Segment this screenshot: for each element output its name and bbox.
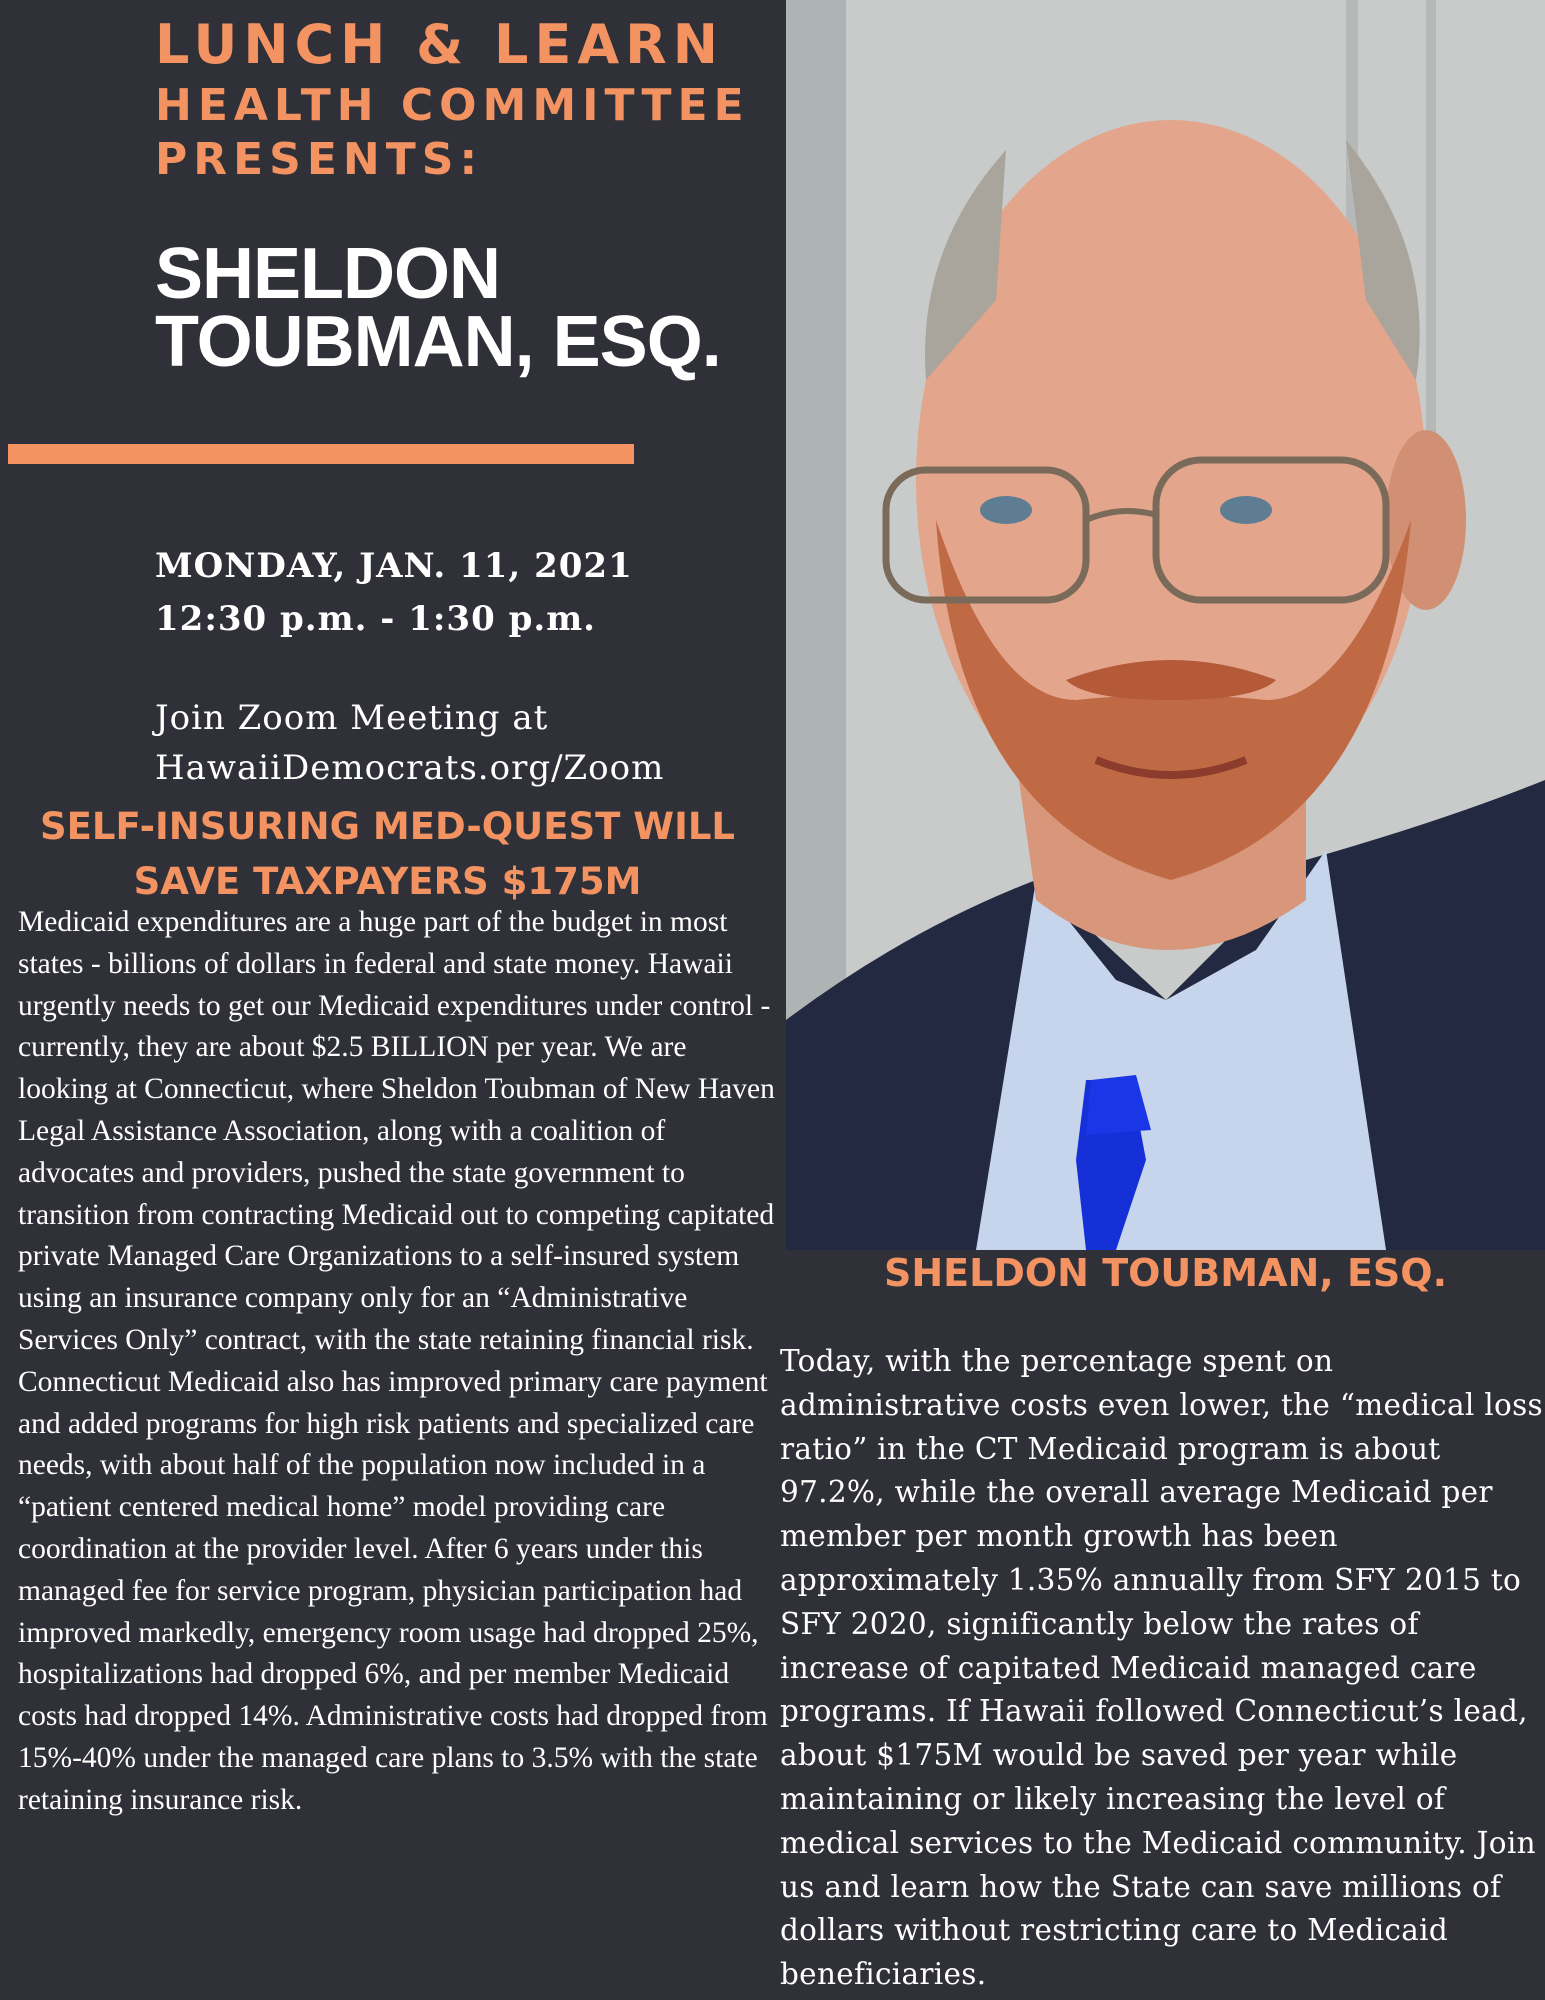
event-date: MONDAY, JAN. 11, 2021 bbox=[155, 546, 633, 586]
speaker-name-first: SHELDON bbox=[155, 234, 501, 314]
speaker-name-last: TOUBMAN, ESQ. bbox=[155, 302, 721, 382]
zoom-link[interactable]: HawaiiDemocrats.org/Zoom bbox=[155, 748, 665, 788]
header-presents: PRESENTS: bbox=[155, 134, 484, 185]
zoom-invite-text: Join Zoom Meeting at bbox=[155, 698, 549, 738]
header-title: LUNCH & LEARN bbox=[155, 13, 724, 76]
speaker-portrait-illustration bbox=[786, 0, 1545, 1250]
headline-line2: SAVE TAXPAYERS $175M bbox=[133, 860, 642, 903]
photo-caption: SHELDON TOUBMAN, ESQ. bbox=[883, 1251, 1448, 1295]
speaker-photo bbox=[786, 0, 1545, 1250]
body-text-right: Today, with the percentage spent on administrative costs even lower, the “medical loss ratio” in the CT Medicaid program is about 97.2%, while the overall average Medicaid per member per month growth has been approximately 1.35% annually from SFY 2015 to SFY 2020, significantly below the rates of increase of capitated Medicaid managed care programs. If Hawaii followed Connecticut’s lead, about $175M would be saved per year while maintaining or likely increasing the level of medical services to the Medicaid community. Join us and learn how the State can save millions of dollars without restricting care to Medicaid beneficiaries. bbox=[780, 1344, 1543, 1992]
body-text-left: Medicaid expenditures are a huge part of the budget in most states - billions of dollars in federal and state money. Hawaii urgently needs to get our Medicaid expenditures under control - currently, they are about $2.5 BILLION per year. We are looking at Connecticut, where Sheldon Toubman of New Haven Legal Assistance Association, along with a coalition of advocates and providers, pushed the state government to transition from contracting Medicaid out to competing capitated private Managed Care Organizations to a self-insured system using an insurance company only for an “Administrative Services Only” contract, with the state retaining financial risk. Connecticut Medicaid also has improved primary care payment and added programs for high risk patients and specialized care needs, with about half of the population now included in a “patient centered medical home” model providing care coordination at the provider level. After 6 years under this managed fee for service program, physician participation had improved markedly, emergency room usage had dropped 25%, hospitalizations had dropped 6%, and per member Medicaid costs had dropped 14%. Administrative costs had dropped from 15%-40% under the managed care plans to 3.5% with the state retaining insurance risk. bbox=[18, 906, 775, 1816]
accent-divider bbox=[8, 444, 634, 464]
header-subtitle: HEALTH COMMITTEE bbox=[155, 80, 750, 131]
headline-line1: SELF-INSURING MED-QUEST WILL bbox=[39, 805, 735, 848]
event-time: 12:30 p.m. - 1:30 p.m. bbox=[155, 599, 597, 639]
